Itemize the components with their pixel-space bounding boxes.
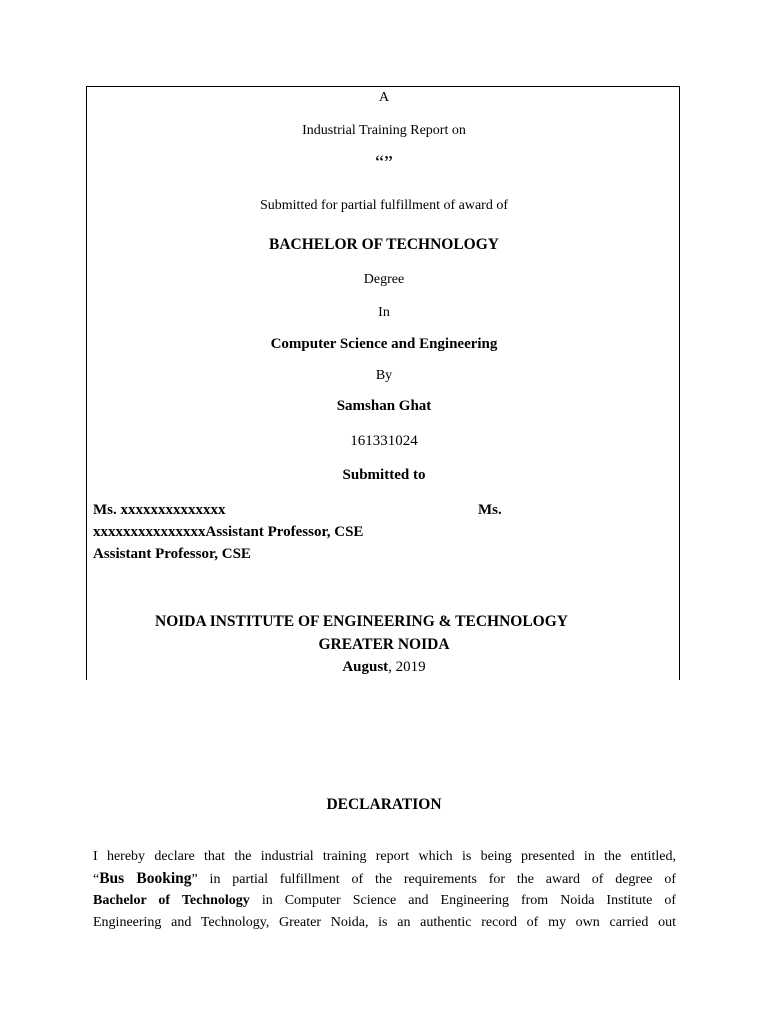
supervisor-left: Ms. xxxxxxxxxxxxxx [93,502,226,518]
degree-name: BACHELOR OF TECHNOLOGY [269,236,499,253]
institute-city: GREATER NOIDA [318,636,450,653]
title-quotes: “” [375,152,393,174]
declaration-heading: DECLARATION [326,796,442,813]
report-type: Industrial Training Report on [302,123,466,138]
institute-name: NOIDA INSTITUTE OF ENGINEERING & TECHNOLOGY [155,613,568,630]
by-word: By [375,368,393,383]
declaration-line-4: Engineering and Technology, Greater Noida, is an authentic record of my own carried out [93,915,676,930]
date-year: , 2019 [388,659,426,675]
project-title: Bus Booking [99,870,192,887]
student-name: Samshan Ghat [336,398,432,414]
roll-number: 161331024 [350,433,418,449]
declaration-line-2 [93,868,676,890]
declaration-line-3-rest: in Computer Science and Engineering from Noida Institute of [249,893,676,908]
declaration-paragraph [93,846,676,934]
degree-bold: Bachelor of Technology [93,893,250,908]
date-month: August [342,659,389,675]
cover-a: A [378,90,390,105]
supervisor-line-2: xxxxxxxxxxxxxxxAssistant Professor, CSE [93,524,364,540]
branch: Computer Science and Engineering [270,336,498,352]
declaration-line-3 [93,890,676,912]
declaration-line-1: I hereby declare that the industrial training report which is being presented in the entitled, [93,849,676,864]
submitted-for: Submitted for partial fulfillment of award of [259,198,509,213]
submitted-to: Submitted to [342,467,426,483]
open-quote: “ [93,872,100,887]
supervisor-line-3: Assistant Professor, CSE [93,546,251,562]
degree-word: Degree [363,272,405,287]
declaration-line-2-rest: in partial fulfillment of the requirements for the award of degree of [197,872,676,887]
supervisor-right: Ms. [478,502,502,518]
submission-date [0,659,768,676]
close-quote: ” [191,872,198,887]
in-word: In [378,305,390,320]
